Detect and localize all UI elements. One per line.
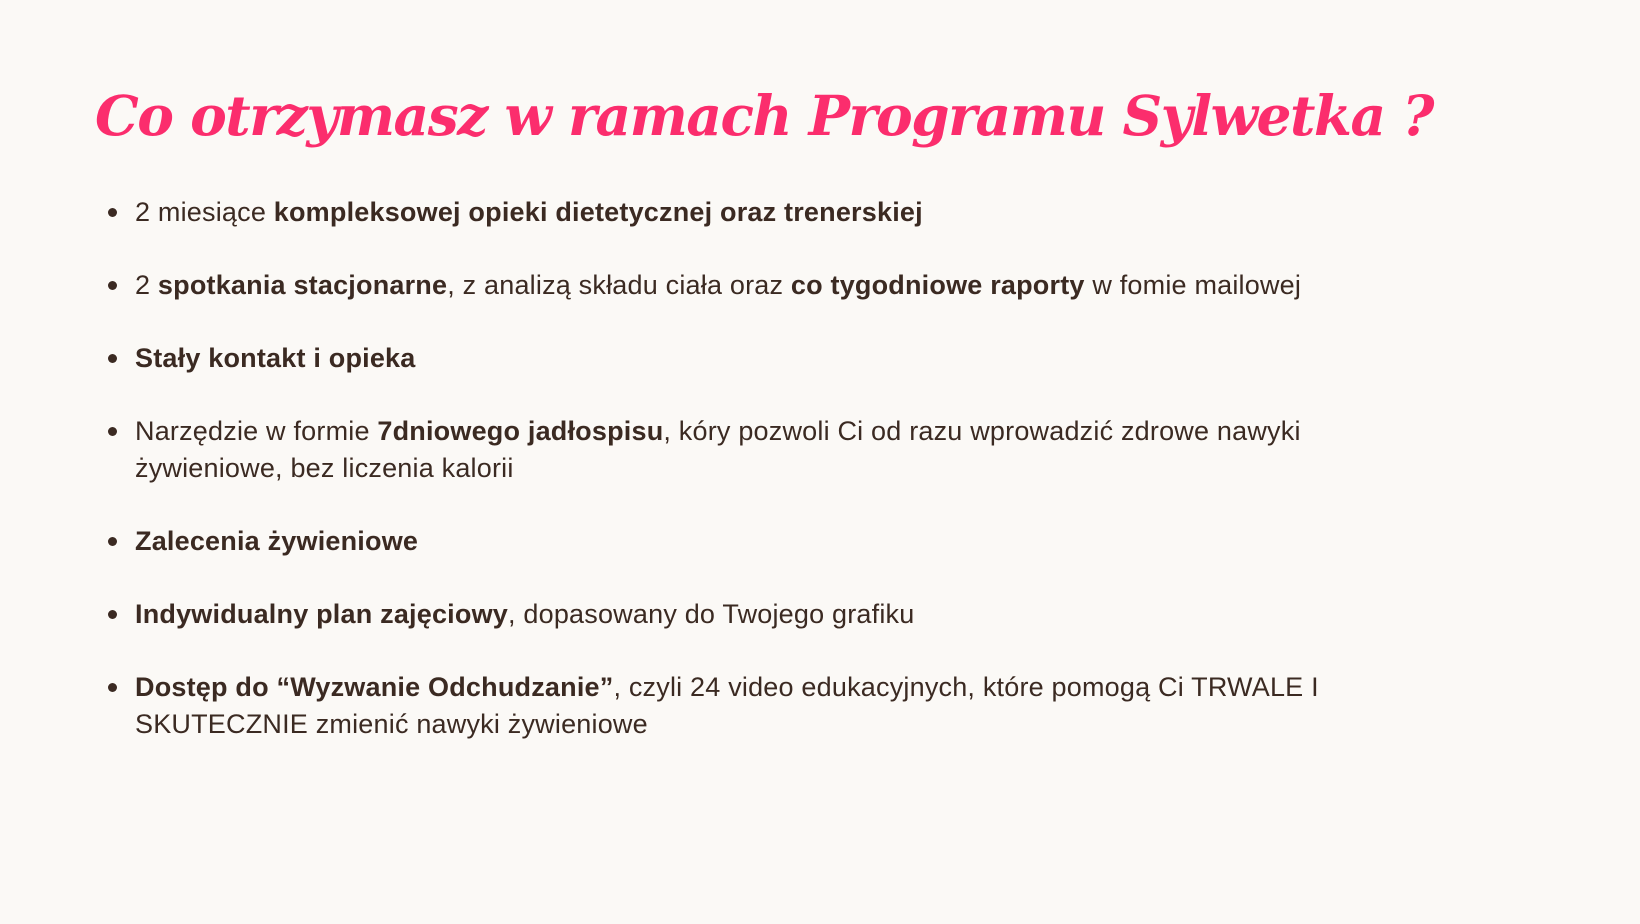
list-item-text-bold: spotkania stacjonarne bbox=[157, 270, 448, 301]
list-item-text-bold: Stały kontakt i opieka bbox=[135, 343, 416, 374]
list-item-text-regular: 2 bbox=[135, 270, 158, 301]
list-item-text-bold: 7dniowego jadłospisu bbox=[377, 416, 664, 447]
list-item-text-bold: Zalecenia żywieniowe bbox=[135, 526, 419, 557]
list-item-text bbox=[135, 672, 1319, 739]
list-item-text bbox=[135, 599, 914, 629]
list-item bbox=[95, 669, 1450, 743]
list-item bbox=[95, 340, 1450, 377]
list-item-text-bold: Dostęp do “Wyzwanie Odchudzanie” bbox=[135, 672, 614, 703]
bullet-dot-icon bbox=[108, 354, 117, 363]
list-item-text-regular: , czyli 24 video edukacyjnych, które pomogą Ci TRWALE I SKUTECZNIE zmienić nawyki żywieniowe bbox=[135, 672, 1319, 740]
benefits-list bbox=[0, 194, 1640, 743]
list-item-text-regular: w fomie mailowej bbox=[1084, 270, 1302, 301]
list-item-text bbox=[135, 416, 1301, 483]
list-item bbox=[95, 596, 1450, 633]
bullet-dot-icon bbox=[108, 208, 117, 217]
list-item-text-bold: kompleksowej opieki dietetycznej oraz trenerskiej bbox=[273, 197, 923, 228]
bullet-dot-icon bbox=[108, 537, 117, 546]
list-item-text bbox=[135, 343, 416, 373]
list-item-text bbox=[135, 270, 1301, 300]
bullet-dot-icon bbox=[108, 683, 117, 692]
bullet-dot-icon bbox=[108, 281, 117, 290]
page-title: Co otrzymasz w ramach Programu Sylwetka ? bbox=[95, 83, 1433, 148]
list-item bbox=[95, 194, 1450, 231]
list-item-text-bold: co tygodniowe raporty bbox=[790, 270, 1085, 301]
list-item-text-regular: , z analizą składu ciała oraz bbox=[447, 270, 791, 301]
list-item-text-regular: , kóry pozwoli Ci od razu wprowadzić zdrowe nawyki żywieniowe, bez liczenia kalorii bbox=[135, 416, 1301, 484]
list-item-text-regular: , dopasowany do Twojego grafiku bbox=[508, 599, 915, 630]
list-item bbox=[95, 267, 1450, 304]
list-item-text-bold: Indywidualny plan zajęciowy bbox=[135, 599, 508, 630]
list-item-text bbox=[135, 526, 418, 556]
list-item-text-regular: 2 miesiące bbox=[135, 197, 274, 228]
bullet-dot-icon bbox=[108, 610, 117, 619]
list-item-text-regular: Narzędzie w formie bbox=[135, 416, 378, 447]
list-item bbox=[95, 523, 1450, 560]
list-item bbox=[95, 413, 1450, 487]
list-item-text bbox=[135, 197, 923, 227]
bullet-dot-icon bbox=[108, 427, 117, 436]
